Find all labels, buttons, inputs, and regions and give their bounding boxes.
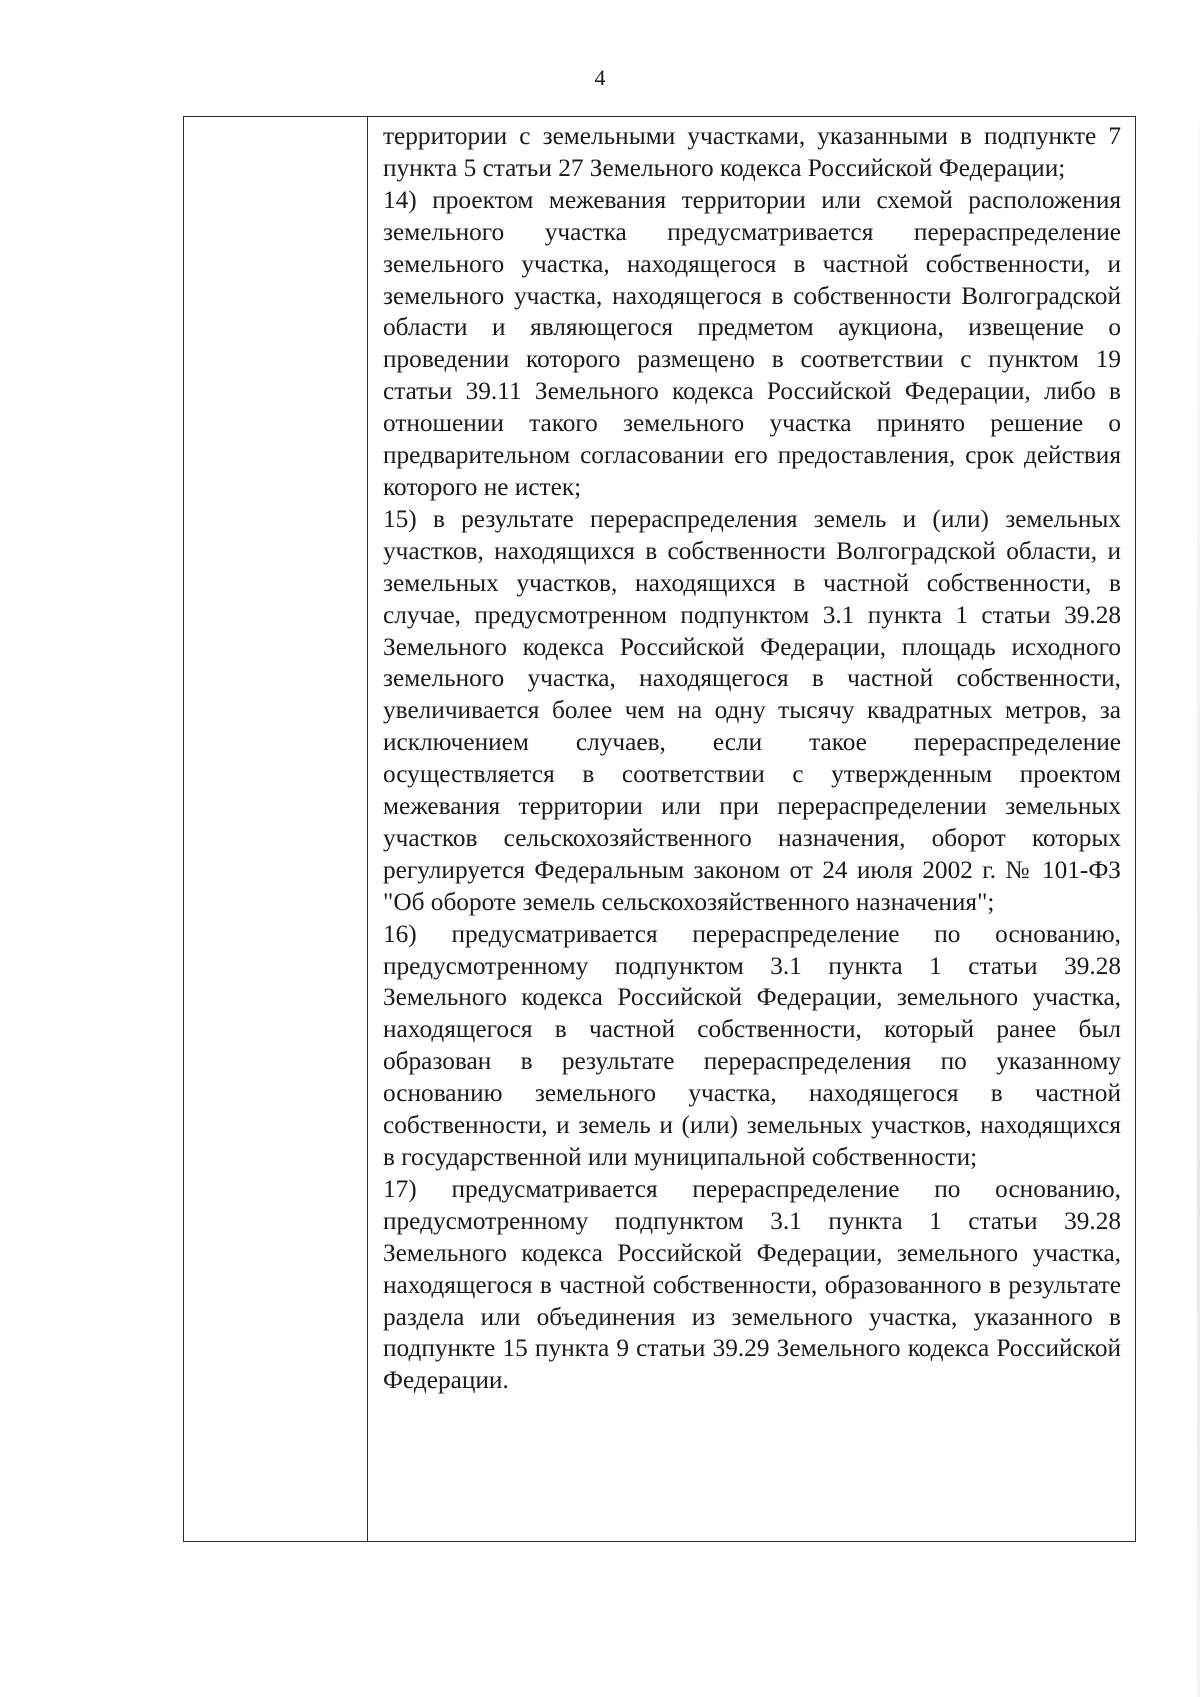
- paragraph-continuation: территории с земельными участками, указанными в подпункте 7 пункта 5 статьи 27 Земельного кодекса Российской Федерации;: [383, 122, 1121, 182]
- table-right-cell: [369, 117, 1135, 1541]
- paragraph-item-14: 14) проектом межевания территории или схемой расположения земельного участка предусматривается перераспределение земельного участка, находящегося в частной собственности, и земельного участка, находящегося в собственности Волгоградской области и являющегося предметом аукциона, извещение о проведении которого размещено в соответствии с пунктом 19 статьи 39.11 Земельного кодекса Российской Федерации, либо в отношении такого земельного участка принято решение о предварительном согласовании его предоставления, срок действия которого не истек;: [383, 185, 1121, 501]
- paragraph-item-16: 16) предусматривается перераспределение по основанию, предусмотренному подпунктом 3.1 пункта 1 статьи 39.28 Земельного кодекса Российской Федерации, земельного участка, находящегося в частной собственности, который ранее был образован в результате перераспределения по указанному основанию земельного участка, находящегося в частной собственности, и земель и (или) земельных участков, находящихся в государственной или муниципальной собственности;: [383, 919, 1121, 1171]
- paragraph-item-17: 17) предусматривается перераспределение по основанию, предусмотренному подпунктом 3.1 пункта 1 статьи 39.28 Земельного кодекса Российской Федерации, земельного участка, находящегося в частной собственности, образованного в результате раздела или объединения из земельного участка, указанного в подпункте 15 пункта 9 статьи 39.29 Земельного кодекса Российской Федерации.: [383, 1174, 1121, 1395]
- table-left-cell: [184, 117, 368, 1541]
- document-table: [183, 116, 1136, 1542]
- paragraph-item-15: 15) в результате перераспределения земель и (или) земельных участков, находящихся в собственности Волгоградской области, и земельных участков, находящихся в частной собственности, в случае, предусмотренном подпунктом 3.1 пункта 1 статьи 39.28 Земельного кодекса Российской Федерации, площадь исходного земельного участка, находящегося в частной собственности, увеличивается более чем на одну тысячу квадратных метров, за исключением случаев, если такое перераспределение осуществляется в соответствии с утвержденным проектом межевания территории или при перераспределении земельных участков сельскохозяйственного назначения, оборот которых регулируется Федеральным законом от 24 июля 2002 г. № 101-ФЗ "Об обороте земель сельскохозяйственного назначения";: [383, 504, 1121, 916]
- page-number: 4: [594, 65, 606, 90]
